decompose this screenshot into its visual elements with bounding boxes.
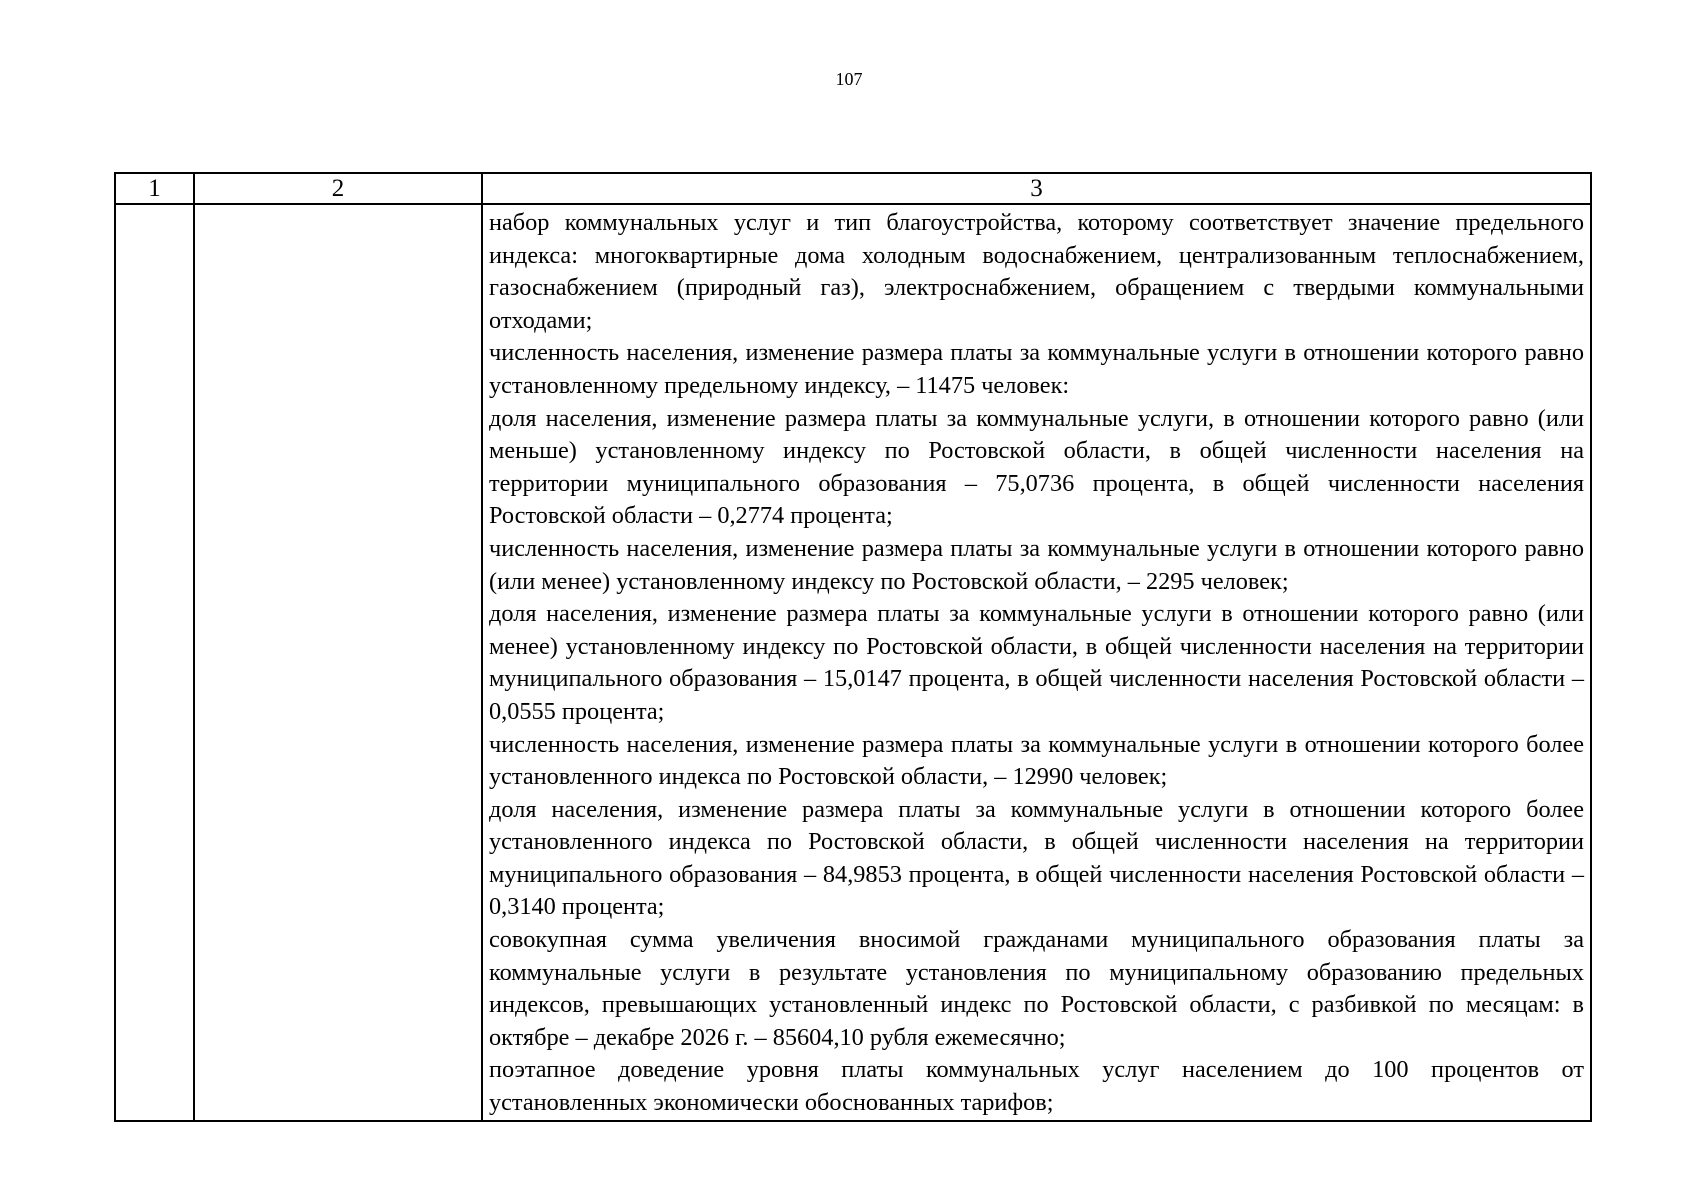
table-cell-col1 bbox=[115, 204, 194, 1121]
paragraph-phased-tariffs: поэтапное доведение уровня платы коммунальных услуг населением до 100 процентов от установленных экономически обоснованных тарифов; bbox=[489, 1056, 1584, 1117]
paragraph-population-more: численность населения, изменение размера платы за коммунальные услуги в отношении которого более установленного индекса по Ростовской области, – 12990 человек; bbox=[489, 730, 1584, 791]
paragraph-share-equal-or-less: доля населения, изменение размера платы за коммунальные услуги, в отношении которого равно (или меньше) установленному индексу по Ростовской области, в общей численности населения на территории муниципального образования – 75,0736 процента, в общей численности населения Ростовской области – 0,2774 процента; bbox=[489, 404, 1584, 530]
table-cell-col2 bbox=[194, 204, 482, 1121]
paragraph-service-set: набор коммунальных услуг и тип благоустройства, которому соответствует значение предельного индекса: многоквартирные дома холодным водоснабжением, централизованным теплоснабжением, газоснабжением (природный газ), электроснабжением, обращением с твердыми коммунальными отходами; bbox=[489, 209, 1584, 334]
column-header-2: 2 bbox=[194, 173, 482, 204]
table-header-row bbox=[115, 173, 1591, 204]
content-table bbox=[114, 172, 1592, 1122]
table-row bbox=[115, 204, 1591, 1121]
paragraph-population-equal: численность населения, изменение размера платы за коммунальные услуги в отношении которого равно установленному предельному индексу, – 11475 человек: bbox=[489, 339, 1584, 399]
paragraph-population-equal-or-less: численность населения, изменение размера платы за коммунальные услуги в отношении которого равно (или менее) установленному индексу по Ростовской области, – 2295 человек; bbox=[489, 534, 1584, 595]
paragraph-share-more: доля населения, изменение размера платы за коммунальные услуги в отношении которого более установленного индекса по Ростовской области, в общей численности населения на территории муниципального образования – 84,9853 процента, в общей численности населения Ростовской области – 0,3140 процента; bbox=[489, 795, 1584, 921]
column-header-3: 3 bbox=[482, 173, 1591, 204]
column-header-1: 1 bbox=[115, 173, 194, 204]
paragraph-share-less: доля населения, изменение размера платы за коммунальные услуги в отношении которого равно (или менее) установленному индексу по Ростовской области, в общей численности населения на территории муниципального образования – 15,0147 процента, в общей численности населения Ростовской области – 0,0555 процента; bbox=[489, 600, 1584, 725]
table-cell-col3 bbox=[482, 204, 1591, 1121]
paragraph-total-increase: совокупная сумма увеличения вносимой гражданами муниципального образования платы за коммунальные услуги в результате установления по муниципальному образованию предельных индексов, превышающих установленный индекс по Ростовской области, с разбивкой по месяцам: в октябре – декабре 2026 г. – 85604,10 рубля ежемесячно; bbox=[489, 926, 1584, 1051]
page-number: 107 bbox=[835, 69, 863, 89]
